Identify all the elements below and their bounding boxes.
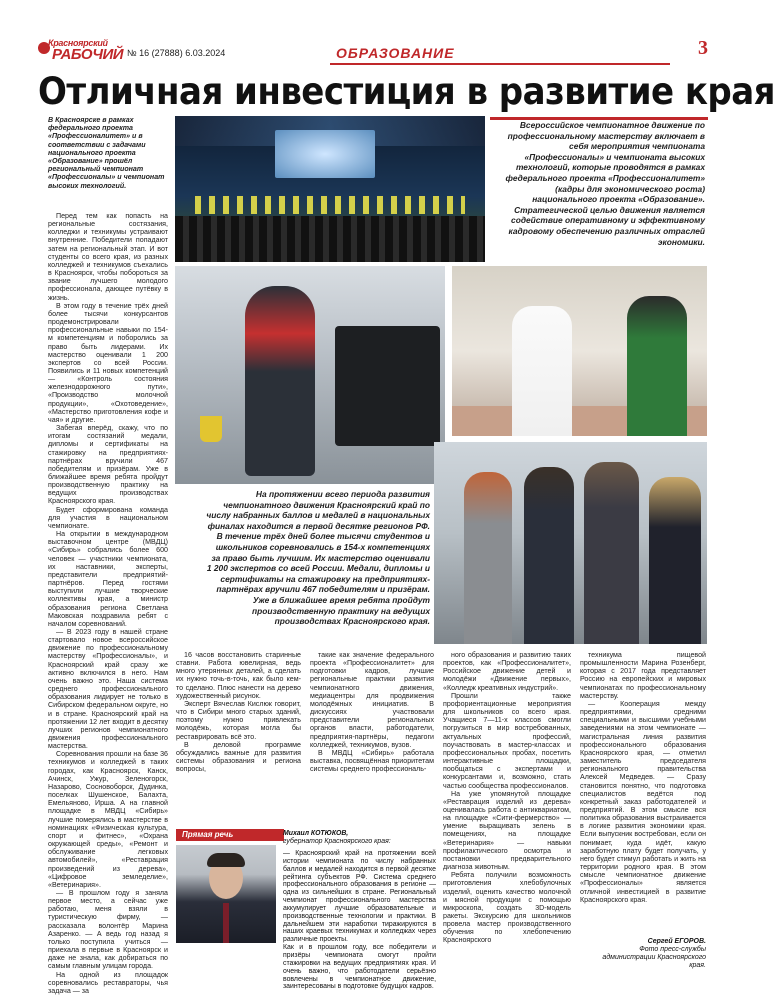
paragraph: — Кооперация между предприятиями, средними специальными и высшими учебными заведениями на этом чемпионате — магистральная линия развития профессионального образования Красноярского края, — отметил заместитель председателя регионального правительства Алексей Медведев. — Сразу становится понятно, что подготовка специалистов ведётся под конкретный заказ работодателей и предприятий. В этом смысле вся политика образования выстраивается в логике развития экономики края. Если выпускник востребован, если он понимает, куда идёт, какую заработную плату будет получать, у него будет стимул работать и жить на территории родного края. В этом смысле чемпионатное движение «Профессионалы» является отличной инвестицией в развитие Красноярского края.	[580, 699, 706, 904]
paragraph: В этом году в течение трёх дней более тысячи конкурсантов продемонстрировали профессиональные навыки по 154-м компетенциям и поборолись за право быть лидерами. Их мастерство оценивали 1 200 экспертов со всей России. Появились и 11 новых компетенций — «Контроль состояния железнодорожного пути», «Производство молочной продукции», «Охотоведение», «Мастерство приготовления кофе и чая» и другие.	[48, 301, 168, 424]
headline: Отличная инвестиция в развитие края	[38, 70, 775, 113]
paragraph: В деловой программе обсуждались важные для развития системы образования и региона вопросы,	[176, 740, 301, 774]
paragraph: Прошли также профориентационные мероприятия для школьников со всего края. Учащиеся 7—11-х классов смогли погрузиться в мир востребованных, актуальных профессий, поучаствовать в мастер-классах и профессиональных пробах, посетить интерактивные площадки, пообщаться с экспертами и конкурсантами и, возможно, стать частью сообщества профессионалов.	[443, 691, 571, 790]
article-intro: В Красноярске в рамках федерального проекта «Профессионалитет» и в соответствии с задачами национального проекта «Образование» прошёл региональный чемпионат «Профессионалы» и чемпионат высоких технологий.	[48, 116, 165, 190]
author-credit	[600, 938, 706, 970]
paragraph: 16 часов восстановить старинные ставни. Работа ювелирная, ведь много утерянных деталей, а сделать их нужно точь-в-точь, как было кем-то сделано. Плюс нанести на дерево художественный рисунок.	[176, 651, 301, 700]
section-divider	[330, 63, 670, 65]
paragraph: Перед тем как попасть на региональные состязания, колледжи и техникумы устраивают внутренние. Победители попадают затем на региональный этап. И вот студенты со всего края, из разных колледжей и техникумов съехались в Красноярск, чтобы побороться за звание лучшего молодого профессионала, дающее путёвку в жизнь.	[48, 212, 168, 302]
paragraph: Будет сформирована команда для участия в национальном чемпионате.	[48, 505, 168, 530]
logo-bottom-text: РАБОЧИЙ	[52, 46, 124, 63]
direct-speech-rubric: Прямая речь	[176, 829, 284, 841]
text-column-1	[48, 212, 168, 995]
page-number: 3	[698, 37, 708, 59]
speaker-name: Михаил КОТЮКОВ,	[283, 830, 349, 837]
direct-speech-text: — Красноярский край на протяжении всей истории чемпионата по числу набранных баллов и медалей находится в первой десятке рейтинга субъектов РФ. Система среднего профессионального образования в регионе — одна из сильнейших в стране. Региональный чемпионат профессионального мастерства аккумулирует лучшие образовательные и производственные технологии и практики. В дальнейшем эти наработки тиражируются в наших краевых техникумах и колледжах через различные проекты. Как и в прошлом году, все победители и призёры чемпионата смогут пройти стажировки на ведущих предприятиях края. И очень важно, что работодатели серьёзно вовлечены в чемпионатное движение, заинтересованы в подготовке будущих кадров.	[283, 850, 436, 991]
paragraph: На одной из площадок соревновались реставраторы, чья задача — за	[48, 970, 168, 995]
page-header	[0, 0, 750, 64]
text-column-4	[443, 651, 571, 945]
newspaper-logo[interactable]	[38, 38, 124, 63]
text-column-2	[176, 651, 301, 773]
photo-credit: Фото пресс-службы администрации Красноярского края.	[602, 946, 706, 969]
paragraph: На уже упомянутой площадке «Реставрация изделий из дерева» оценивалась работа с антиквариатом, на площадке «Сити-фермерство» — умение выращивать зелень в помещениях, на площадке «Ветеринария» — навыки профилактического осмотра и постановки предварительного диагноза животным.	[443, 789, 571, 872]
paragraph: На открытии в международном выставочном центре (МВДЦ) «Сибирь» собрались более 600 человек — участники чемпионата, их наставники, эксперты, представители предприятий-партнёров. Перед гостями выступили лучшие творческие коллективы края, а министр образования региона Светлана Маковская поздравила ребят с началом соревнований.	[48, 530, 168, 628]
photo-championship-stage	[175, 116, 485, 262]
logo-top-text: Красноярский	[48, 38, 108, 48]
paragraph: В МВДЦ «Сибирь» работала выставка, посвящённая приоритетам системы среднего профессиональ-	[310, 748, 434, 774]
highlight-quote: На протяжении всего периода развития чемпионатного движения Красноярский край по числу набранных баллов и медалей в национальных финалах находится в первой десятке регионов РФ. В течение трёх дней более тысячи студентов и школьников соревновались в 154-х компетенциях за право быть лучшим. Их мастерство оценивали 1 200 экспертов со всей России. Медали, дипломы и сертификаты на стажировку на предприятиях-партнёрах вручили 467 победителям и призёрам. Уже в ближайшее время ребята пройдут производственную практику на ведущих производствах Красноярского края.	[206, 489, 430, 627]
issue-info: № 16 (27888) 6.03.2024	[127, 48, 226, 58]
section-title: ОБРАЗОВАНИЕ	[336, 45, 455, 61]
photo-cooking-competition	[452, 266, 707, 436]
speaker-post: губернатор Красноярского края:	[283, 837, 391, 845]
paragraph: такие как значение федерального проекта «Профессионалитет» для подготовки кадров, лучшие региональные практики развития чемпионатного движения, медиацентры для продвижения молодёжных инициатив. В дискуссиях участвовали представители региональных органов власти, работодатели, предприятия-партнёры, педагоги колледжей, техникумов, вузов.	[310, 651, 434, 749]
text-column-5	[580, 651, 706, 904]
article-lead: Всероссийское чемпионатное движение по профессиональному мастерству включает в себя мероприятия чемпионата «Профессионалы» и чемпионата высоких технологий, которые проводятся в рамках федерального проекта «Профессионалитет» (кадры для экономического роста) национального проекта «Образование». Стратегической целью движения является содействие оперативному и эффективному кадровому обеспечению различных отраслей экономики.	[505, 120, 705, 247]
speaker-caption	[283, 830, 436, 846]
paragraph: Ребята получили возможность приготовления хлебобулочных изделий, оценить качество молочной и мясной продукции с помощью микроскопа, создать 3D-модель ракеты. Экскурсию для школьников провела мастер производственного обучения по хлебопечению Красноярского	[443, 871, 571, 945]
paragraph: Соревнования прошли на базе 36 техникумов и колледжей в таких городах, как Красноярск, Канск, Ачинск, Ужур, Зеленогорск, Назарово, Сосновоборск, Дудинка, поселках Шушенское, Балахта, Емельяново, Ирша. А на главной площадке в МВДЦ «Сибирь» лучшие померялись в мастерстве в номинациях «Физическая культура, спорт и фитнес», «Охрана окружающей среды», «Ремонт и обслуживание легковых автомобилей», «Реставрация произведений из дерева», «Цифровое земледелие», «Ветеринария».	[48, 750, 168, 889]
author-name: Сергей ЕГОРОВ.	[647, 938, 706, 945]
governor-portrait	[176, 845, 276, 943]
photo-student-at-machine	[175, 266, 445, 484]
text-column-3	[310, 651, 434, 773]
paragraph: — В 2023 году в нашей стране стартовало новое всероссийское движение по профессиональному мастерству «Профессионалы», и Красноярский край сразу же активно включился в него. Нам очень важно это. Наша система среднего профессионального образования лидирует не только в Сибирском федеральном округе, но и в стране. Красноярский край на протяжении 12 лет входит в десятку лучших регионов чемпионатного движения профессионального мастерства.	[48, 627, 168, 751]
paragraph: ного образования и развитию таких проектов, как «Профессионалитет», Российское движение детей и молодёжи «Движение первых», «Колледж креативных индустрий».	[443, 651, 571, 692]
photo-officials	[434, 442, 707, 644]
paragraph: Забегая вперёд, скажу, что по итогам состязаний медали, дипломы и сертификаты на стажировку на предприятиях-партнёрах вручили 467 победителям и призёрам. Уже в ближайшее время ребята пройдут производственную практику на ведущих производствах Красноярского края.	[48, 424, 168, 506]
paragraph: — В прошлом году я заняла первое место, а сейчас уже работаю, меня взяли в туристическую фирму, — рассказала волонтёр Марина Азаренко. — А ведь год назад я только поступила учиться — приехала в первые в Красноярск и даже не знала, как добираться по самым главным улицам города.	[48, 888, 168, 971]
paragraph: техникума пищевой промышленности Марина Розенберг, которая с 2017 года представляет Россию на европейских и мировых чемпионатах по профессиональному мастерству.	[580, 651, 706, 700]
paragraph: Эксперт Вячеслав Кислюк говорит, что в Сибири много старых зданий, поэтому нужно привлекать молодёжь, которая могла бы реставрировать всё это.	[176, 699, 301, 741]
